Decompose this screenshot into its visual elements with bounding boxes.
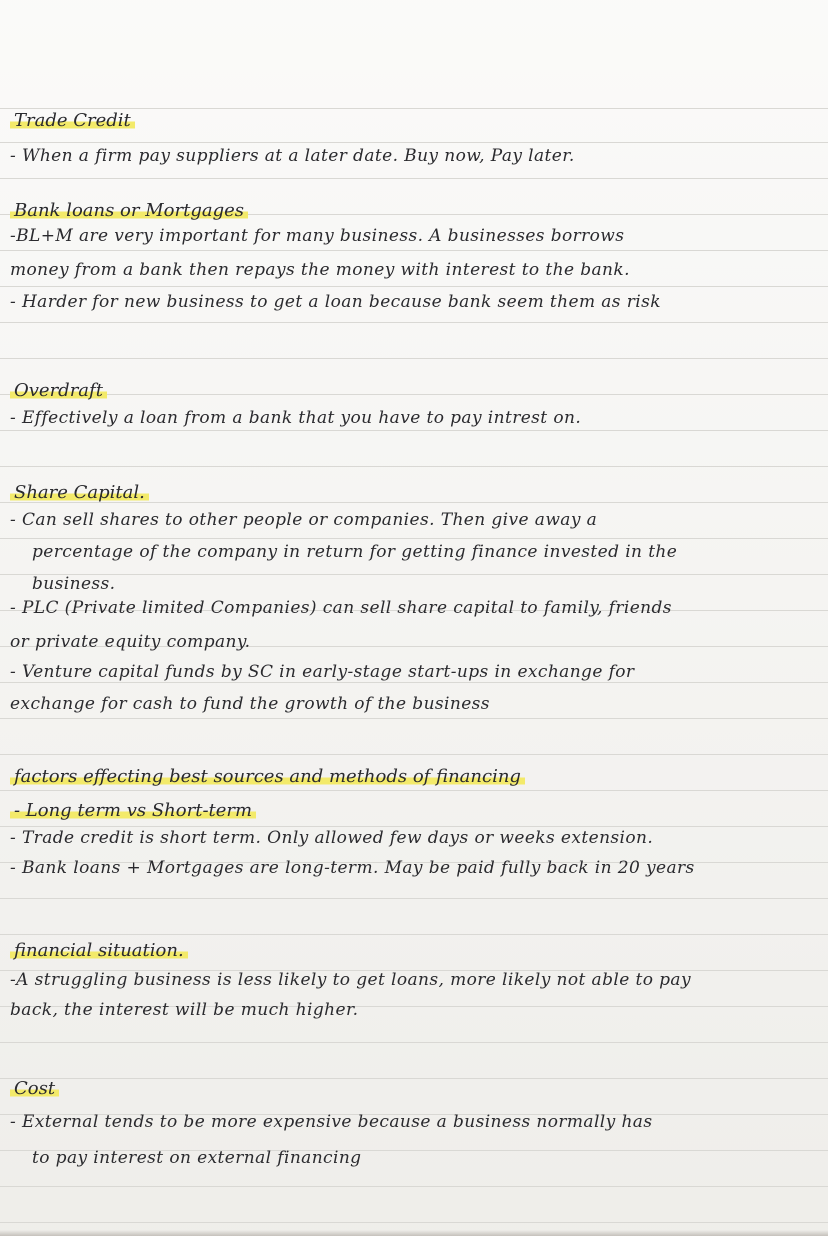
ruled-line	[0, 1222, 828, 1223]
ruled-line	[0, 826, 828, 827]
text-line: - Effectively a loan from a bank that you have to pay intrest on.	[10, 408, 582, 428]
text-line: - Venture capital funds by SC in early-stage start-ups in exchange for	[10, 662, 635, 682]
heading-long-vs-short-term: - Long term vs Short-term	[10, 800, 256, 821]
ruled-line	[0, 1186, 828, 1187]
text-line: exchange for cash to fund the growth of the business	[10, 694, 490, 714]
ruled-line	[0, 394, 828, 395]
ruled-line	[0, 538, 828, 539]
text-line: percentage of the company in return for getting finance invested in the	[32, 542, 678, 562]
ruled-line	[0, 250, 828, 251]
text-line: - External tends to be more expensive because a business normally has	[10, 1112, 653, 1132]
text-line: -A struggling business is less likely to get loans, more likely not able to pay	[10, 970, 691, 990]
text-line: - When a firm pay suppliers at a later date. Buy now, Pay later.	[10, 146, 575, 166]
heading-trade-credit: Trade Credit	[10, 110, 135, 131]
text-line: business.	[32, 574, 116, 594]
ruled-line	[0, 682, 828, 683]
ruled-line	[0, 466, 828, 467]
text-line: back, the interest will be much higher.	[10, 1000, 359, 1020]
heading-bank-loans: Bank loans or Mortgages	[10, 200, 248, 221]
ruled-line	[0, 718, 828, 719]
heading-cost: Cost	[10, 1078, 59, 1099]
ruled-line	[0, 178, 828, 179]
page-edge-shadow	[0, 1230, 828, 1236]
ruled-line	[0, 934, 828, 935]
ruled-line	[0, 358, 828, 359]
ruled-line	[0, 322, 828, 323]
text-line: - Harder for new business to get a loan because bank seem them as risk	[10, 292, 661, 312]
heading-share-capital: Share Capital.	[10, 482, 149, 503]
ruled-line	[0, 1042, 828, 1043]
heading-overdraft: Overdraft	[10, 380, 107, 401]
heading-financial-situation: financial situation.	[10, 940, 188, 961]
ruled-line	[0, 430, 828, 431]
text-line: to pay interest on external financing	[32, 1148, 362, 1168]
text-line: or private equity company.	[10, 632, 251, 652]
heading-factors: factors effecting best sources and methods of financing	[10, 766, 525, 787]
text-line: - Bank loans + Mortgages are long-term. May be paid fully back in 20 years	[10, 858, 695, 878]
ruled-line	[0, 1078, 828, 1079]
ruled-line	[0, 286, 828, 287]
ruled-line	[0, 754, 828, 755]
text-line: - Trade credit is short term. Only allowed few days or weeks extension.	[10, 828, 654, 848]
text-line: -BL+M are very important for many business. A businesses borrows	[10, 226, 625, 246]
text-line: - PLC (Private limited Companies) can sell share capital to family, friends	[10, 598, 672, 618]
text-line: money from a bank then repays the money with interest to the bank.	[10, 260, 630, 280]
text-line: - Can sell shares to other people or companies. Then give away a	[10, 510, 598, 530]
ruled-line	[0, 142, 828, 143]
ruled-line	[0, 790, 828, 791]
ruled-line	[0, 108, 828, 109]
ruled-line	[0, 898, 828, 899]
